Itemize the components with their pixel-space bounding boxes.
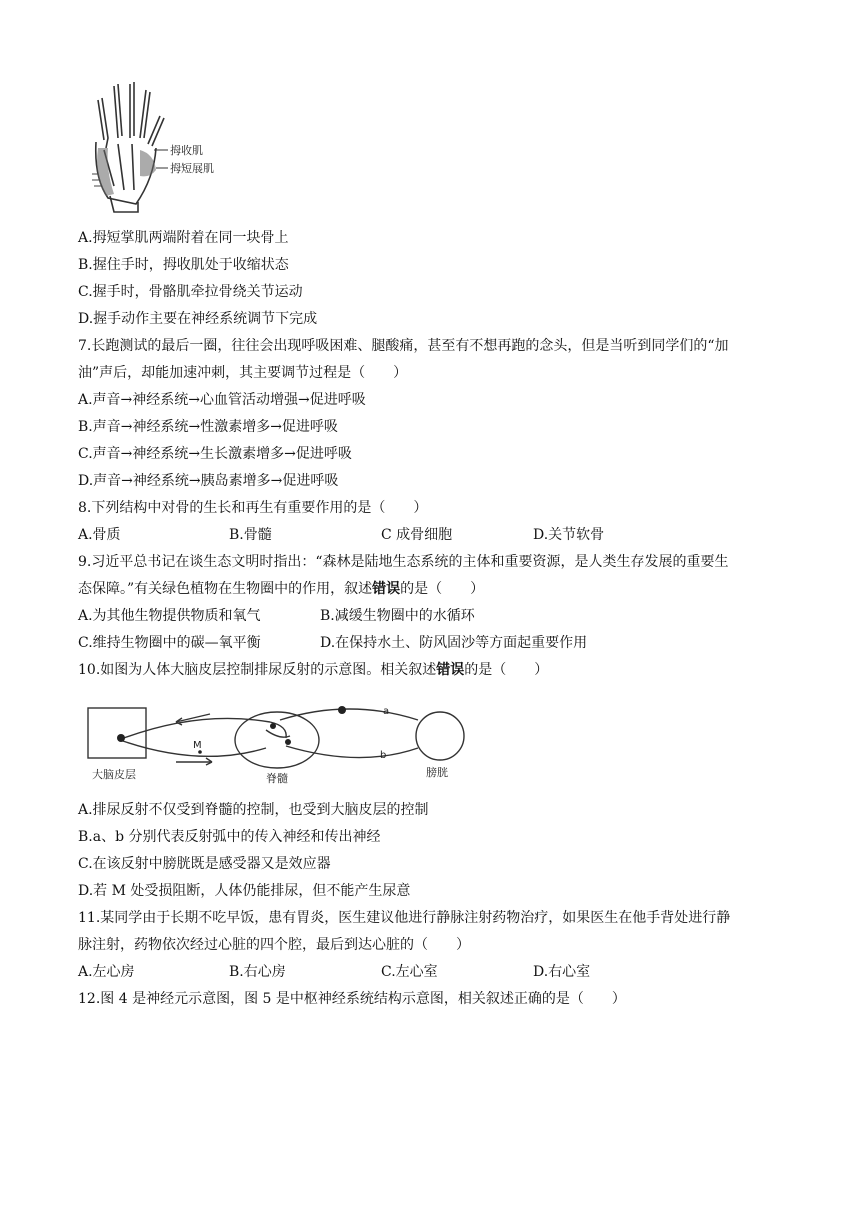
q9-option-b: B.减缓生物圈中的水循环 xyxy=(320,608,475,624)
q11-stem-line1: 11.某同学由于长期不吃早饭，患有胃炎，医生建议他进行静脉注射药物治疗，如果医生在他手背处进行静 xyxy=(78,910,731,926)
label-m: M xyxy=(193,740,202,751)
q11-option-b: B.右心房 xyxy=(229,964,286,980)
reflex-diagram xyxy=(80,696,475,786)
q9-stem-line1: 9.习近平总书记在谈生态文明时指出：“森林是陆地生态系统的主体和重要资源，是人类生存发展的重要生 xyxy=(78,554,729,570)
q6-option-b: B.握住手时，拇收肌处于收缩状态 xyxy=(78,257,289,273)
q7-stem-line1: 7.长跑测试的最后一圈，往往会出现呼吸困难、腿酸痛，甚至有不想再跑的念头，但是当听到同学们的“加 xyxy=(78,338,729,354)
q8-option-b: B.骨髓 xyxy=(229,527,272,543)
q10-stem xyxy=(78,660,548,680)
q8-option-d: D.关节软骨 xyxy=(533,527,605,543)
q8-option-c: C 成骨细胞 xyxy=(381,527,453,543)
q6-option-d: D.握手动作主要在神经系统调节下完成 xyxy=(78,311,318,327)
q7-option-d: D.声音→神经系统→胰岛素增多→促进呼吸 xyxy=(78,473,339,489)
q10-option-c: C.在该反射中膀胱既是感受器又是效应器 xyxy=(78,856,331,872)
q10-option-b: B.a、b 分别代表反射弧中的传入神经和传出神经 xyxy=(78,829,381,845)
hand-label-abductor: 拇短展肌 xyxy=(170,162,214,175)
q10-stem-text: 10.如图为人体大脑皮层控制排尿反射的示意图。相关叙述 xyxy=(78,662,437,678)
q9-stem-emphasis: 错误 xyxy=(372,581,401,597)
q12-stem: 12.图 4 是神经元示意图，图 5 是中枢神经系统结构示意图，相关叙述正确的是（ ） xyxy=(78,991,626,1007)
q8-option-a: A.骨质 xyxy=(78,527,121,543)
q10-option-d: D.若 M 处受损阻断，人体仍能排尿，但不能产生尿意 xyxy=(78,883,411,899)
q9-option-d: D.在保持水土、防风固沙等方面起重要作用 xyxy=(320,635,588,651)
label-a: a xyxy=(383,706,390,717)
q11-stem-line2: 脉注射，药物依次经过心脏的四个腔，最后到达心脏的（ ） xyxy=(78,937,470,953)
q9-stem-line2 xyxy=(78,579,484,599)
label-b: b xyxy=(380,750,387,761)
q8-stem: 8.下列结构中对骨的生长和再生有重要作用的是（ ） xyxy=(78,500,428,516)
q9-option-c: C.维持生物圈中的碳—氧平衡 xyxy=(78,635,261,651)
q7-option-b: B.声音→神经系统→性激素增多→促进呼吸 xyxy=(78,419,338,435)
q7-stem-line2: 油”声后，却能加速冲刺，其主要调节过程是（ ） xyxy=(78,365,408,381)
q11-option-a: A.左心房 xyxy=(78,964,135,980)
hand-label-adductor: 拇收肌 xyxy=(170,144,203,157)
q9-stem-tail: 的是（ ） xyxy=(400,581,485,597)
q10-stem-tail: 的是（ ） xyxy=(464,662,549,678)
q9-stem-text: 态保障。”有关绿色植物在生物圈中的作用，叙述 xyxy=(78,581,373,597)
q7-option-a: A.声音→神经系统→心血管活动增强→促进呼吸 xyxy=(78,392,366,408)
q10-stem-emphasis: 错误 xyxy=(436,662,465,678)
hand-muscle-figure xyxy=(84,78,234,216)
q11-option-d: D.右心室 xyxy=(533,964,591,980)
q9-option-a: A.为其他生物提供物质和氧气 xyxy=(78,608,261,624)
q6-option-a: A.拇短掌肌两端附着在同一块骨上 xyxy=(78,230,289,246)
label-spinal-cord: 脊髓 xyxy=(266,772,288,785)
q10-option-a: A.排尿反射不仅受到脊髓的控制，也受到大脑皮层的控制 xyxy=(78,802,429,818)
q6-option-c: C.握手时，骨骼肌牵拉骨绕关节运动 xyxy=(78,284,303,300)
label-brain-cortex: 大脑皮层 xyxy=(92,768,136,781)
q7-option-c: C.声音→神经系统→生长激素增多→促进呼吸 xyxy=(78,446,352,462)
label-bladder: 膀胱 xyxy=(426,766,448,779)
q11-option-c: C.左心室 xyxy=(381,964,438,980)
